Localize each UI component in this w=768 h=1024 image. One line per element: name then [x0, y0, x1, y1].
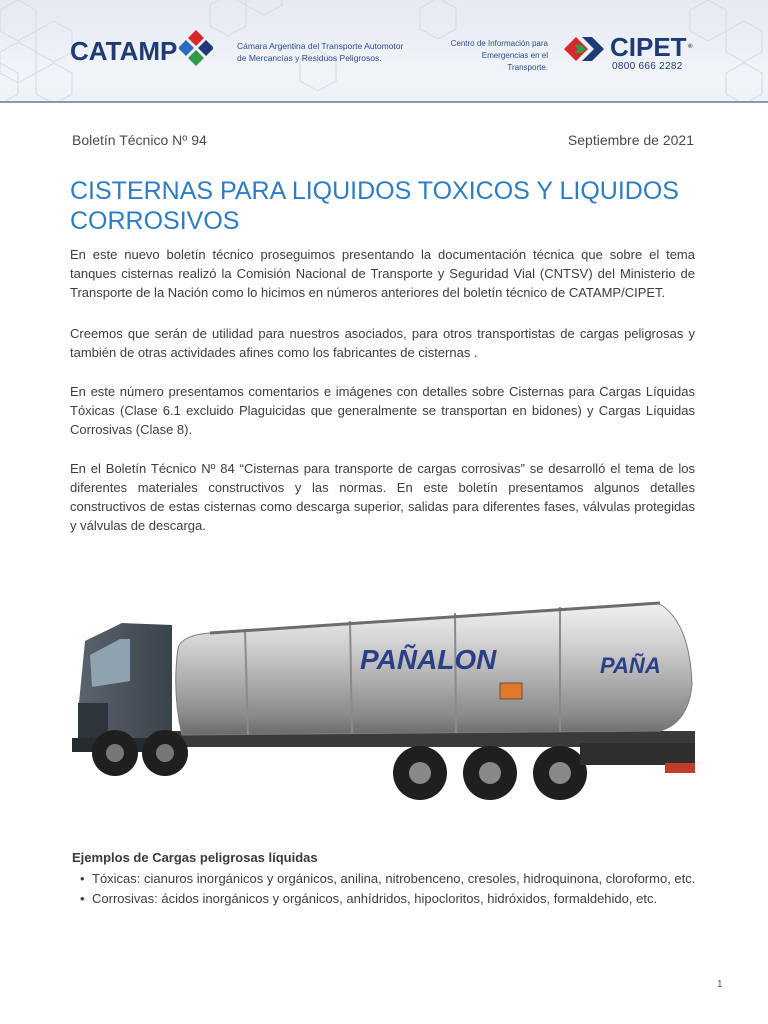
list-item: • Tóxicas: cianuros inorgánicos y orgánicos, anilina, nitrobenceno, cresoles, hidroquinona, cloroformo, etc.: [80, 871, 696, 886]
cipet-chevron-icon: [562, 34, 606, 64]
catamp-logo: [70, 33, 213, 69]
list-item: • Corrosivas: ácidos inorgánicos y orgánicos, anhídridos, hipocloritos, hidróxidos, formaldehido, etc.: [80, 891, 658, 906]
tank-brand-text-rear: PAÑA: [600, 653, 661, 678]
catamp-wordmark: CATAMP: [70, 35, 178, 66]
cipet-description: Centro de Información para Emergencias en el Transporte.: [450, 39, 548, 72]
examples-heading: Ejemplos de Cargas peligrosas líquidas: [72, 850, 318, 865]
examples-list: [80, 869, 696, 909]
header-band: [0, 0, 768, 103]
catamp-diamond-icon: [179, 29, 213, 69]
bulletin-date: Septiembre de 2021: [567, 132, 694, 148]
paragraph-reference: En el Boletín Técnico Nº 84 “Cisternas para transporte de cargas corrosivas” se desarrolló el tema de los diferentes materiales constructivos y las normas. En este boletín presentamos algunos detalles constructivos de estas cisternas como descarga superior, salidas para diferentes fases, válvulas protegidas y válvulas de descarga.: [70, 461, 695, 533]
tanker-truck-image: [60, 563, 710, 825]
document-title: CISTERNAS PARA LIQUIDOS TOXICOS Y LIQUIDOS CORROSIVOS: [70, 177, 679, 235]
tank: [176, 603, 692, 735]
paragraph-utility: Creemos que serán de utilidad para nuestros asociados, para otros transportistas de cargas peligrosas y también de otras actividades afines como los fabricantes de cisternas .: [70, 326, 695, 360]
tank-brand-text: PAÑALON: [360, 644, 497, 675]
rear-light-bar: [665, 763, 695, 773]
paragraph-content: En este número presentamos comentarios e imágenes con detalles sobre Cisternas para Cargas Líquidas Tóxicas (Clase 6.1 excluido Plaguicidas que generalmente se transportan en bidones) y Cargas Líquidas Corrosivas (Clase 8).: [70, 384, 695, 437]
cipet-wordmark: CIPET ®: [610, 32, 693, 62]
paragraph-intro: En este nuevo boletín técnico proseguimos presentando la documentación técnica que sobre el tema tanques cisternas realizó la Comisión Nacional de Transporte y Seguridad Vial (CNTSV) del Ministerio de Transporte de la Nación como lo hicimos en números anteriores del boletín técnico de CATAMP/CIPET.: [70, 247, 695, 300]
cipet-phone: 0800 666 2282: [612, 61, 683, 72]
header-divider: [0, 101, 768, 103]
cipet-logo: [562, 32, 693, 72]
rear-bumper: [580, 743, 695, 765]
bulletin-number: Boletín Técnico Nº 94: [72, 132, 207, 148]
catamp-description: Cámara Argentina del Transporte Automotor de Mercancías y Residuos Peligrosos.: [237, 41, 404, 63]
page-number: 1: [717, 979, 723, 990]
